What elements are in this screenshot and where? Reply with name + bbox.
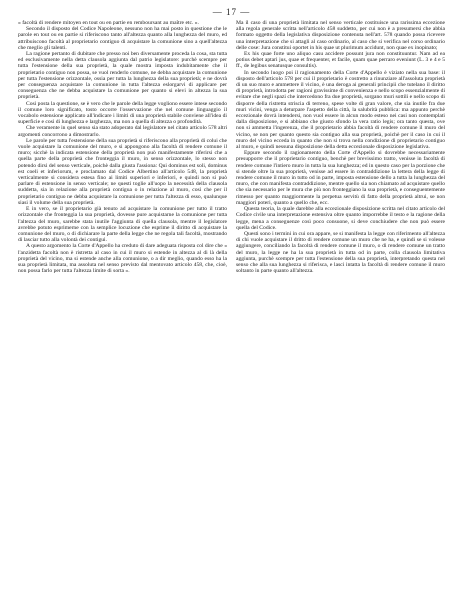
paragraph: E in vero, se il proprietario già tenuto ad acquistare la comunione per tutto il tratto orizzontale che fronteggia la sua proprietà, dovesse pure acquistarne la comunione per tutta l'altezza del muro, sarebbe stata inutile l'aggiunta di quella clausola, mentre il legislatore avrebbe potuto esprimerne con la semplice locuzione che esprime il diritto di acquistare la comunione del muro, o di dichiarare la parte della legge che ne regola tali facoltà, mostrando di lasciar tutto alla volontà dei contigui. [18, 206, 227, 244]
paragraph: Che veramente in quel senso sia stato adoperato dal legislatore nel citato articolo 578 altri argomenti concorrono a dimostrarlo. [18, 125, 227, 138]
paragraph: Secondo il disposto del Codice Napoleone, nessuno non ha mai posto in questione che le parole en tout ou en partie si riferiscono tanto all'altezza quanto alla lunghezza del muro, ed attribuiscono facoltà al proprietario contiguo di acquistare la comunione sino a quell'altezza che meglio gli talenti. [18, 26, 227, 51]
paragraph: « facoltà di rendere mitoyen en tout ou en partie en remboursant au maître etc. ». [18, 20, 199, 26]
paragraph: Così posta la questione, se è vero che le parole della legge vogliono essere intese secondo il comune loro significato, tosto occorre l'osservazione che nel comune linguaggio il vocabolo estensione applicato all'indicare i limiti di una proprietà stabile conviene all'idea di superficie e così di lunghezza e larghezza, ma non a quella di altezza o profondità. [18, 100, 227, 126]
paragraph: Eppure secondo il ragionamento della Corte d'Appello si dovrebbe necessariamente presupporre che il proprietario contiguo, benchè per brevissimo tratto, venisse in facoltà di rendere comune l'intiero muro in tutta la sua lunghezza; ed in questo caso per la porzione che si stende oltre la sua proprietà, venisse ad essere in contraddizione la lettera della legge di rendere comune il muro in tutto od in parte, imposta estensione dello a tutta la lunghezza del muro, che con manifesta contraddizione, mentre quello sia non chiamato ad acquistare quello che sia necessario per le mura che più non fronteggiano la sua proprietà, e conseguentemente rimesso per quanto maggiormente la perpetua servitù di fatto della proprietà altrui, se non maggiori poteri, quanto a quello che, ecc. [236, 150, 445, 206]
text-columns [18, 20, 445, 274]
right-column [236, 20, 445, 274]
paragraph: In secondo luogo poi il ragionamento della Corte d'Appello è viziato nella sua base: il disposto dell'articolo 578 per cui il proprietario è costretto a rinunziare all'assoluta proprietà di un suo muro e ammettere il vicino, è una deroga ai generali principii che tutelano il diritto di proprietà, introdotta per ragioni gravissime di convenienza e nello scopo essenzialmente di evitare che negli spazi che intercedono fra due proprietà, sorgano muri sottili e nello scopo di disporre della ristretta striscia di terreno, spese volte di gran valore, che sia inutile fra due muri vicini, venga a deturpare l'aspetto della città, la salubrità pubblica: ma appunto perchè eccezionale dovrà intendersi, non vuol essere in alcun modo esteso nei casi non contemplati dalla disposizione, e si abbiano che giusto sfondo la vera ratio legis; ora tanto questa, ove non si ammetta l'ingerenza, che il proprietario abbia facoltà di rendere comune il muro del vicino, se non per quanto questo sia contiguo alla sua proprietà, poichè per il caso in cui il muro del vicino ecceda in quanto che non si trova nella condizione di proprietario contiguo al muro, e quindi nessuna disposizione della detta eccezionale disposizione legislativa. [236, 69, 445, 151]
left-column [18, 20, 227, 274]
paragraph: Questi sono i termini in cui ora appare, se si manifesta la legge con riferimento all'altezza di chi vuole acquistare il dritto di rendere comune un muro che ne ha, e quindi se si volesse aggiungere, conciliando la facoltà di rendere comune il muro, o di rendere comune un tratto del muro, la legge ne ha la sua proprietà in tutta od in parte, colla clausola limitativa aggiunta, purchè scempre per tutta l'estensione della sua proprietà, interpretando questa nel senso che alla sua lunghezza si riferisca, e lasci intatta la facoltà di rendere comune il muro soltanto in parte quanto all'altezza. [236, 230, 445, 275]
paragraph: Le parole per tutta l'estensione della sua proprietà si riferiscono alla proprietà di colui che vuole acquistare la comunione del muro, e si appongono alla facoltà di rendere comune il muro; sicchè la indicata estensione della proprietà non può manifestamente riferirsi che a quella parte della proprietà che fronteggia il muro, in senso orizzontale, lo stesso non potendo dirsi del senso verticale, poichè dalla giusta l'assiona: Qui dominus est soli, dominus est coeli et inferiorum, e proclamato dal Codice Albertino all'articolo 548, la proprietà verticalmente si considera estesa fino ai limiti superiori e inferiori, e quindi non si può parlare di estensione in senso verticale; ne questi toglie all'uopo la necessità della clausola suddetta, sia in relazione alla proprietà contigua o in relazione al muro, così che per il proprietario contiguo ne debba acquistare la comunione per tutta l'altezza di esso, qualunque siasi il volume della sua proprietà. [18, 137, 227, 206]
paragraph: Questa teoria, la quale darebbe alla eccezionale disposizione scritta nel citato articolo del Codice civile una interpretazione estensiva oltre quanto imporrebbe il testo e la ragione della legge, mena a conseguenze così poco consuone, si deve conchiudere che non può essere quella del Codice. [236, 206, 445, 231]
page-number: — 17 — [212, 7, 251, 17]
paragraph: La ragione pertanto di dubitare che presso noi ben diversamente proceda la cosa, sta tutta ed esclusivamente nella detta clausola aggiunta dal patrio legislatore: purchè scempre per tutta l'estensione della sua proprietà, la quale mostra imposta indubitamente che il proprietario contiguo non possa, se vuol renderlo comune, ne debba acquistare la comunione per tutta l'estensione orizzontale, ossia per tutta la lunghezza della sua proprietà; e ne dovrà per conseguenza acquistare la comunione in tutta l'altezza eslorgarvi di applicare per conseguenza che ne debba acquistare la comunione per quanto si elevi in altezza la sua proprietà. [18, 51, 227, 101]
paragraph: Ex his quae forte uno aliquo casu accidere possunt jura non constituuntur. Nam ad ea potius debet aptari jus, quae et frequenter, et facile, quam quae perraro eveniunt (L. 3 e 4 e 5 ff., de legibus senatusque consultis). [236, 51, 445, 70]
paragraph: Ma il caso di una proprietà limitata nel senso verticale costituisce una rarissima eccezione alla regola generale scritta nell'articolo 458 suddetto, per cui non è a presumersi che abbia formato oggetto della legislativa disposizione contenuta nell'art. 578 quando possa ricevere una interpretazione che si attagli al caso ordinario, al caso che si verifica nel corso ordinario delle cose: Jura constitui oportet in his quae ut plurimum accidunt, non quae ex inopinato; [236, 20, 445, 51]
paragraph: A questo argomento la Corte d'Appello ha creduto di dare adeguata risposta col dire che « l'anzidetta facoltà non è ristretta al caso in cui il muro si estende in altezza al di là della proprietà del vicino, ma si estende anche alla comunione, o a dir meglio, quando esso ha la sua proprietà limitata, ma assoluta nel senso previsto dal mentovato articolo 458, che, cioè, non possa farlo per tutta l'altezza limite di sorta ». [18, 243, 227, 275]
